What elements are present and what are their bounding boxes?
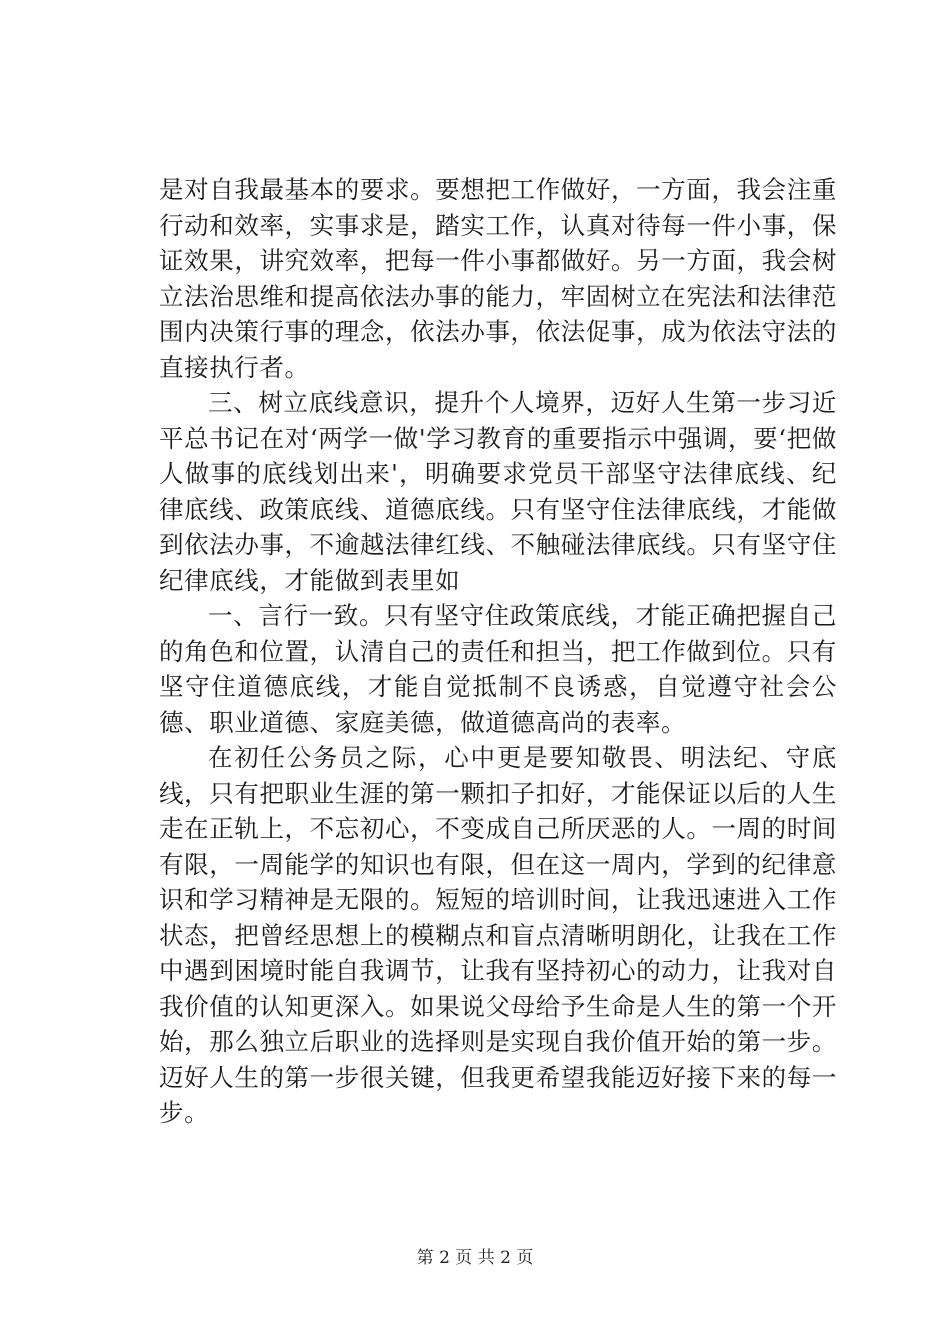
paragraph-4: 在初任公务员之际，心中更是要知敬畏、明法纪、守底线，只有把职业生涯的第一颗扣子扣好，才能保证以后的人生走在正轨上，不忘初心，不变成自己所厌恶的人。一周的时间有限，一周能学的知识也有限，但在这一周内，学到的纪律意识和学习精神是无限的。短短的培训时间，让我迅速进入工作状态，把曾经思想上的模糊点和盲点清晰明朗化，让我在工作中遇到困境时能自我调节，让我有坚持初心的动力，让我对自我价值的认知更深入。如果说父母给予生命是人生的第一个开始，那么独立后职业的选择则是实现自我价值开始的第一步。迈好人生的第一步很关键，但我更希望我能迈好接下来的每一步。 xyxy=(159,743,837,1127)
paragraph-1: 是对自我最基本的要求。要想把工作做好，一方面，我会注重行动和效率，实事求是，踏实工作，认真对待每一件小事，保证效果，讲究效率，把每一件小事都做好。另一方面，我会树立法治思维和提高依法办事的能力，牢固树立在宪法和法律范围内决策行事的理念，依法办事，依法促事，成为依法守法的直接执行者。 xyxy=(159,175,837,382)
document-body xyxy=(159,172,837,1131)
paragraph-2: 三、树立底线意识，提升个人境界，迈好人生第一步习近平总书记在对‘两学一做'学习教育的重要指示中强调，要‘把做人做事的底线划出来'，明确要求党员干部坚守法律底线、纪律底线、政策底线、道德底线。只有坚守住法律底线，才能做到依法办事，不逾越法律红线、不触碰法律底线。只有坚守住纪律底线，才能做到表里如 xyxy=(159,388,837,595)
paragraph-3: 一、言行一致。只有坚守住政策底线，才能正确把握自己的角色和位置，认清自己的责任和担当，把工作做到位。只有坚守住道德底线，才能自觉抵制不良诱惑，自觉遵守社会公德、职业道德、家庭美德，做道德高尚的表率。 xyxy=(159,601,837,737)
page-number-footer: 第 2 页 共 2 页 xyxy=(416,1248,534,1268)
